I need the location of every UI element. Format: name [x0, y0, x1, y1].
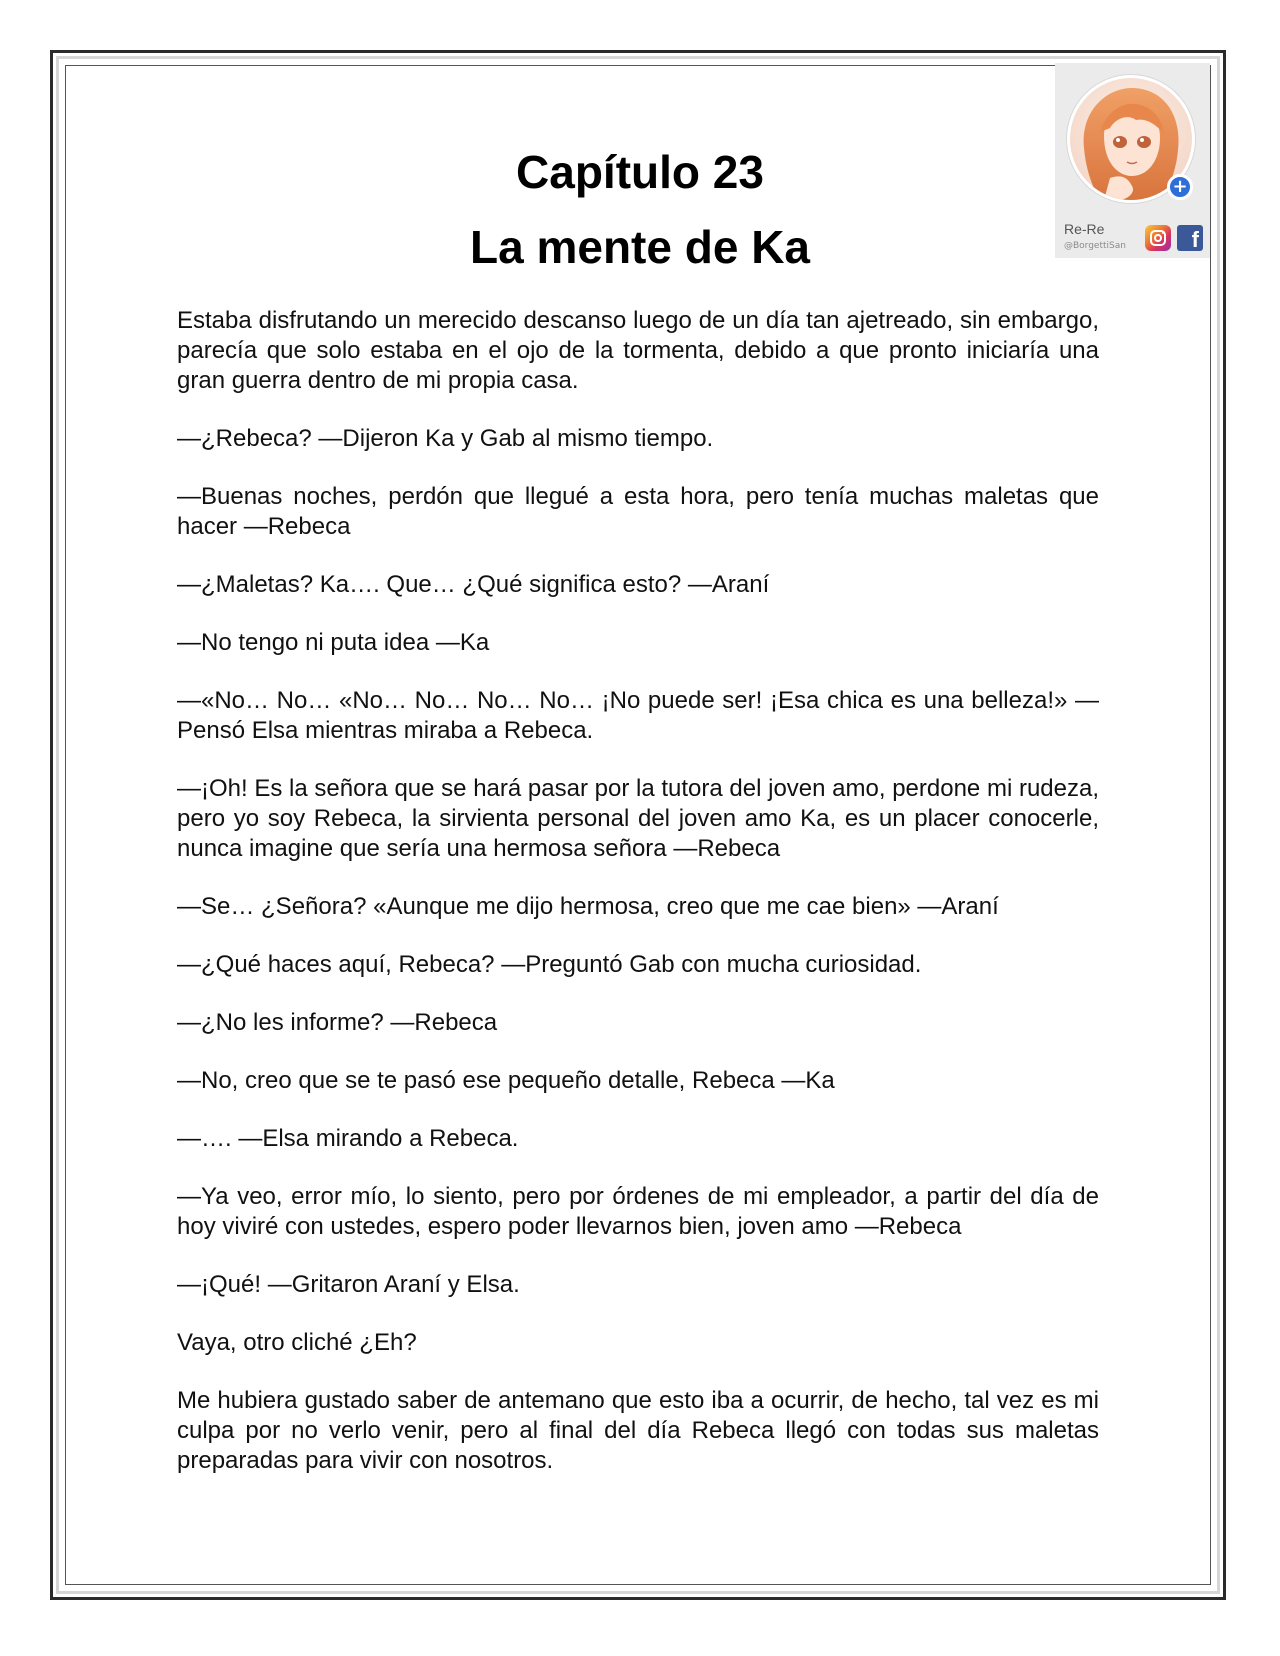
paragraph: —¿Rebeca? —Dijeron Ka y Gab al mismo tiempo. [177, 425, 714, 452]
paragraph: —¿Qué haces aquí, Rebeca? —Preguntó Gab con mucha curiosidad. [177, 951, 922, 978]
chapter-title: La mente de Ka [470, 221, 810, 273]
paragraph: —No, creo que se te pasó ese pequeño detalle, Rebeca —Ka [177, 1067, 835, 1094]
paragraph: —«No… No… «No… No… No… No… ¡No puede ser! ¡Esa chica es una belleza!» —Pensó Elsa mientras miraba a Rebeca. [177, 687, 1099, 744]
paragraph: —Buenas noches, perdón que llegué a esta hora, pero tenía muchas maletas que hacer —Rebeca [177, 483, 1099, 540]
paragraph: —Se… ¿Señora? «Aunque me dijo hermosa, creo que me cae bien» —Araní [177, 893, 999, 920]
paragraph: —¿No les informe? —Rebeca [177, 1009, 498, 1036]
paragraph: —…. —Elsa mirando a Rebeca. [177, 1125, 519, 1152]
follow-plus-icon[interactable]: + [1167, 174, 1193, 200]
paragraph: —Ya veo, error mío, lo siento, pero por órdenes de mi empleador, a partir del día de hoy viviré con ustedes, espero poder llevarnos bien, joven amo —Rebeca [177, 1183, 1099, 1240]
paragraph: Estaba disfrutando un merecido descanso luego de un día tan ajetreado, sin embargo, parecía que solo estaba en el ojo de la tormenta, debido a que pronto iniciaría una gran guerra dentro de mi propia casa. [177, 307, 1099, 394]
paragraph: —¡Oh! Es la señora que se hará pasar por la tutora del joven amo, perdone mi rudeza, pero yo soy Rebeca, la sirvienta personal del joven amo Ka, es un placer conocerle, nunca imagine que sería una hermosa señora —Rebeca [177, 775, 1099, 862]
chapter-number: Capítulo 23 [516, 146, 764, 198]
author-handle: @BorgettiSan [1064, 241, 1126, 251]
paragraph: Me hubiera gustado saber de antemano que esto iba a ocurrir, de hecho, tal vez es mi culpa por no verlo venir, pero al final del día Rebeca llegó con todas sus maletas preparadas para vivir con nosotros. [177, 1387, 1099, 1474]
chapter-body [177, 306, 1099, 1504]
paragraph: —No tengo ni puta idea —Ka [177, 629, 490, 656]
paragraph: —¿Maletas? Ka…. Que… ¿Qué significa esto? —Araní [177, 571, 770, 598]
paragraph: —¡Qué! —Gritaron Araní y Elsa. [177, 1271, 520, 1298]
author-name: Re-Re [1064, 221, 1105, 237]
facebook-icon[interactable]: f [1177, 225, 1203, 251]
paragraph: Vaya, otro cliché ¿Eh? [177, 1329, 417, 1356]
